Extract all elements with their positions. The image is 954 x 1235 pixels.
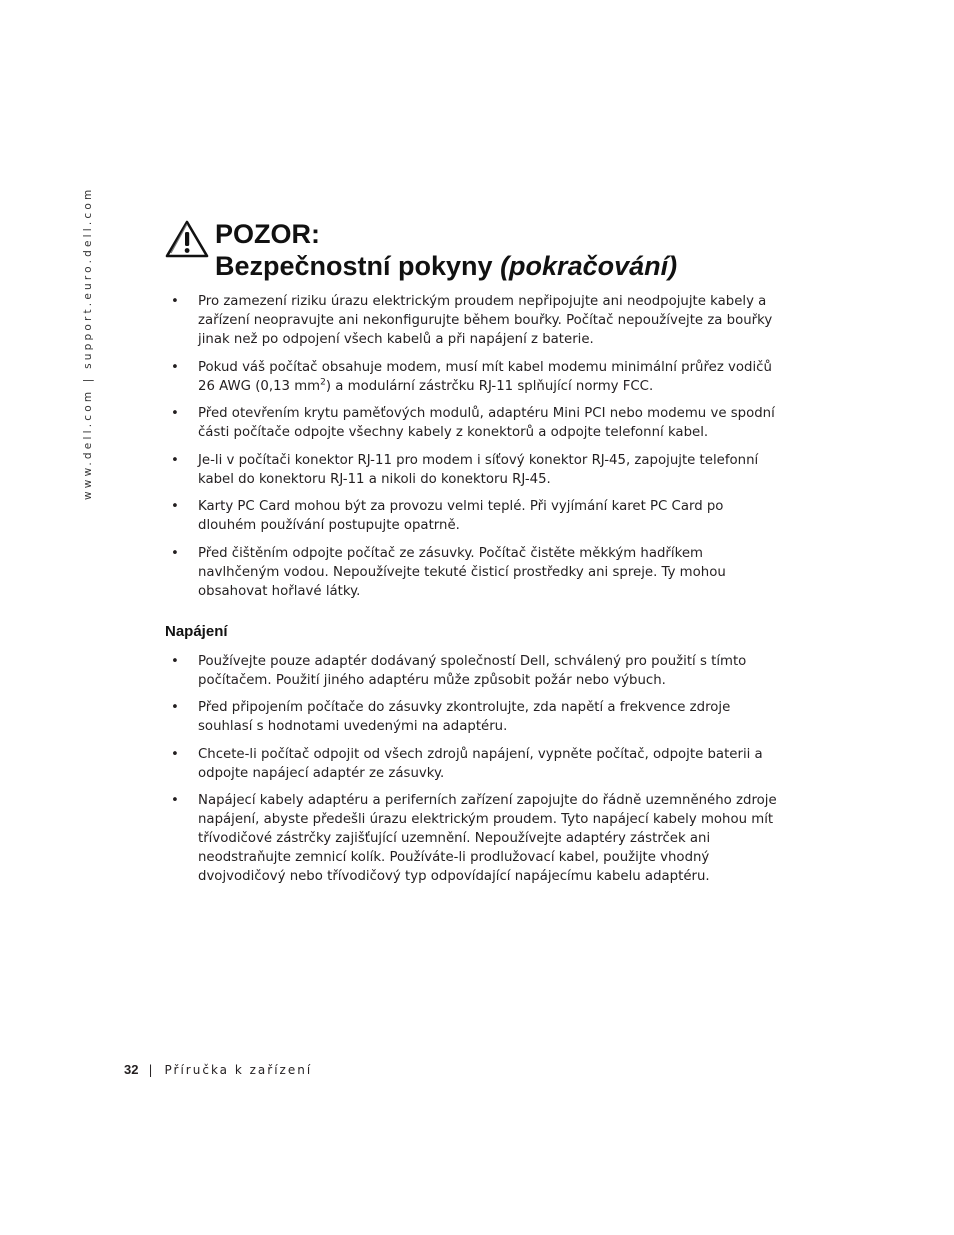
footer-separator: | [148, 1063, 153, 1077]
page-number: 32 [124, 1062, 139, 1077]
heading-line2-main: Bezpečnostní pokyny [215, 251, 501, 281]
list-item: • Pro zamezení riziku úrazu elektrickým proudem nepřipojujte ani neodpojujte kabely a zařízení neopravujte ani nekonfigurujte během bouřky. Počítač nepoužívejte za bouřky jinak než po odpojení všech kabelů a při napájení z baterie. [165, 292, 785, 349]
heading-line2-italic: (pokračování) [500, 251, 678, 281]
warning-triangle-icon [165, 220, 209, 258]
list-item [165, 358, 785, 396]
list-item-text-b: ) a modulární zástrčku RJ-11 splňující normy FCC. [325, 378, 654, 394]
heading-line2 [215, 250, 677, 282]
list-item-text-a: Pokud váš počítač obsahuje modem, musí mít kabel modemu minimální průřez vodičů 26 AWG (0,13 mm [198, 359, 772, 394]
heading-text [215, 218, 677, 282]
page-heading [165, 218, 677, 282]
list-item: • Chcete-li počítač odpojit od všech zdrojů napájení, vypněte počítač, odpojte baterii a odpojte napájecí adaptér ze zásuvky. [165, 745, 785, 783]
list-item: • Karty PC Card mohou být za provozu velmi teplé. Při vyjímání karet PC Card po dlouhém používání postupujte opatrně. [165, 497, 785, 535]
heading-line1: POZOR: [215, 219, 320, 249]
list-item: • Před otevřením krytu paměťových modulů, adaptéru Mini PCI nebo modemu ve spodní části počítače odpojte všechny kabely z konektorů a odpojte telefonní kabel. [165, 404, 785, 442]
side-url: www.dell.com | support.euro.dell.com [82, 186, 94, 500]
page-footer [124, 1062, 312, 1077]
superscript: 2 [320, 377, 326, 388]
footer-title: Příručka k zařízení [164, 1063, 313, 1077]
list-item: • Napájecí kabely adaptéru a periferních zařízení zapojujte do řádně uzemněného zdroje napájení, abyste předešli úrazu elektrickým proudem. Tyto napájecí kabely mohou mít třívodičové zástrčky zajišťující uzemnění. Nepoužívejte adaptéry zástrček ani neodstraňujte zemnicí kolík. Používáte-li prodlužovací kabel, použijte vhodný dvojvodičový nebo třívodičový typ odpovídající napájecímu kabelu adaptéru. [165, 791, 785, 886]
list-item: • Před připojením počítače do zásuvky zkontrolujte, zda napětí a frekvence zdroje souhlasí s hodnotami uvedenými na adaptéru. [165, 698, 785, 736]
list-item: • Je-li v počítači konektor RJ-11 pro modem i síťový konektor RJ-45, zapojujte telefonní kabel do konektoru RJ-11 a nikoli do konektoru RJ-45. [165, 451, 785, 489]
list-item: • Před čištěním odpojte počítač ze zásuvky. Počítač čistěte měkkým hadříkem navlhčeným vodou. Nepoužívejte tekuté čisticí prostředky ani spreje. Ty mohou obsahovat hořlavé látky. [165, 544, 785, 601]
power-list [165, 652, 785, 887]
list-item: • Používejte pouze adaptér dodávaný společností Dell, schválený pro použití s tímto počítačem. Použití jiného adaptéru může způsobit požár nebo výbuch. [165, 652, 785, 690]
safety-list [165, 292, 785, 601]
section-title: Napájení [165, 622, 228, 640]
main-content [165, 292, 785, 895]
